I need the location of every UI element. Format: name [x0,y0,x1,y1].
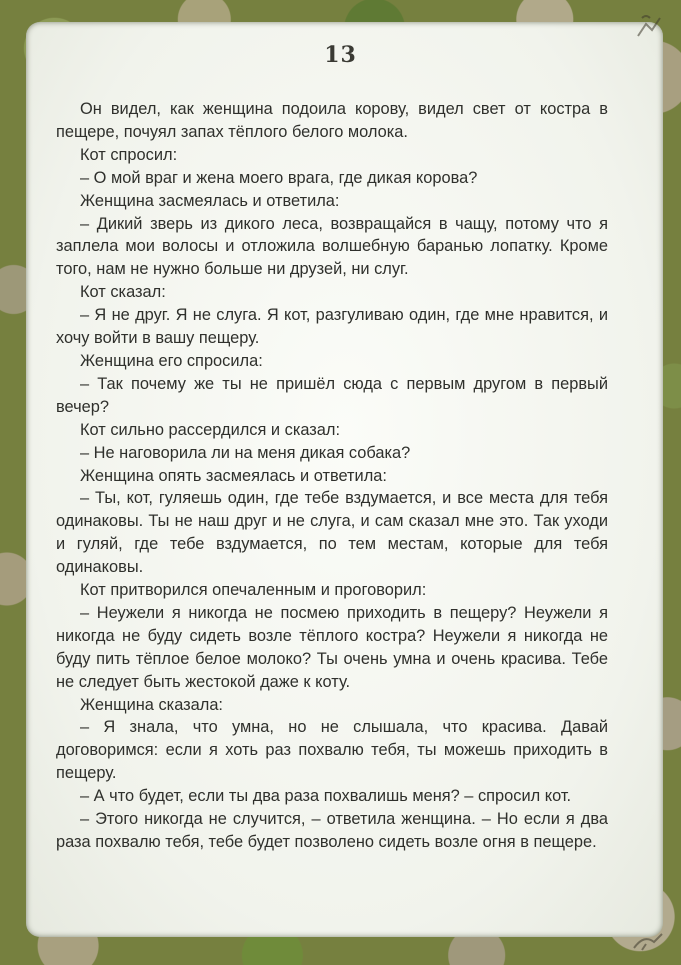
paragraph: – Этого никогда не случится, – ответила женщина. – Но если я два раза похвалю тебя, тебе будет позволено сидеть возле огня в пещере. [56,810,608,851]
paragraph: – Я знала, что умна, но не слышала, что красива. Давай договоримся: если я хоть раз похвалю тебя, ты можешь приходить в пещеру. [56,718,608,783]
paragraph: Он видел, как женщина подоила корову, видел свет от костра в пещере, почуял запах тёплого белого молока. [56,100,608,141]
paragraph: – Неужели я никогда не посмею приходить в пещеру? Неужели я никогда не буду сидеть возле тёплого костра? Неужели я никогда не буду пить тёплое белое молоко? Ты очень умна и очень красива. Тебе не следует быть жестокой даже к коту. [56,603,608,691]
paragraph: Кот притворился опечаленным и проговорил: [80,581,427,600]
paragraph: – Дикий зверь из дикого леса, возвращайся в чащу, потому что я заплела мои волосы и отложила волшебную баранью лопатку. Кроме того, нам не нужно больше ни друзей, ни слуг. [56,214,608,279]
paragraph: Кот сказал: [80,283,166,302]
paragraph: Женщина засмеялась и ответила: [80,191,340,210]
paragraph: – А что будет, если ты два раза похвалишь меня? – спросил кот. [80,787,572,806]
paragraph: Кот сильно рассердился и сказал: [80,420,341,439]
paragraph: Женщина опять засмеялась и ответила: [80,466,387,485]
cave-drawing-icon-bottom [628,920,668,960]
cave-drawing-icon [630,6,670,46]
paragraph: Женщина сказала: [80,695,223,714]
paragraph: – Так почему же ты не пришёл сюда с первым другом в первый вечер? [56,374,608,416]
page-number: 13 [324,42,357,68]
paragraph: Женщина его спросила: [80,351,263,370]
paragraph: – О мой враг и жена моего врага, где дикая корова? [80,168,478,187]
paragraph: – Я не друг. Я не слуга. Я кот, разгуливаю один, где мне нравится, и хочу войти в вашу пещеру. [56,306,608,348]
story-text [56,98,608,854]
paragraph: Кот спросил: [80,145,178,164]
paragraph: – Не наговорила ли на меня дикая собака? [80,443,411,462]
paragraph: – Ты, кот, гуляешь один, где тебе вздумается, и все места для тебя одинаковы. Ты не наш друг и не слуга, и сам сказал мне это. Так уходи и гуляй, где тебе вздумается, по тем местам, которые для тебя одинаковы. [56,489,608,577]
